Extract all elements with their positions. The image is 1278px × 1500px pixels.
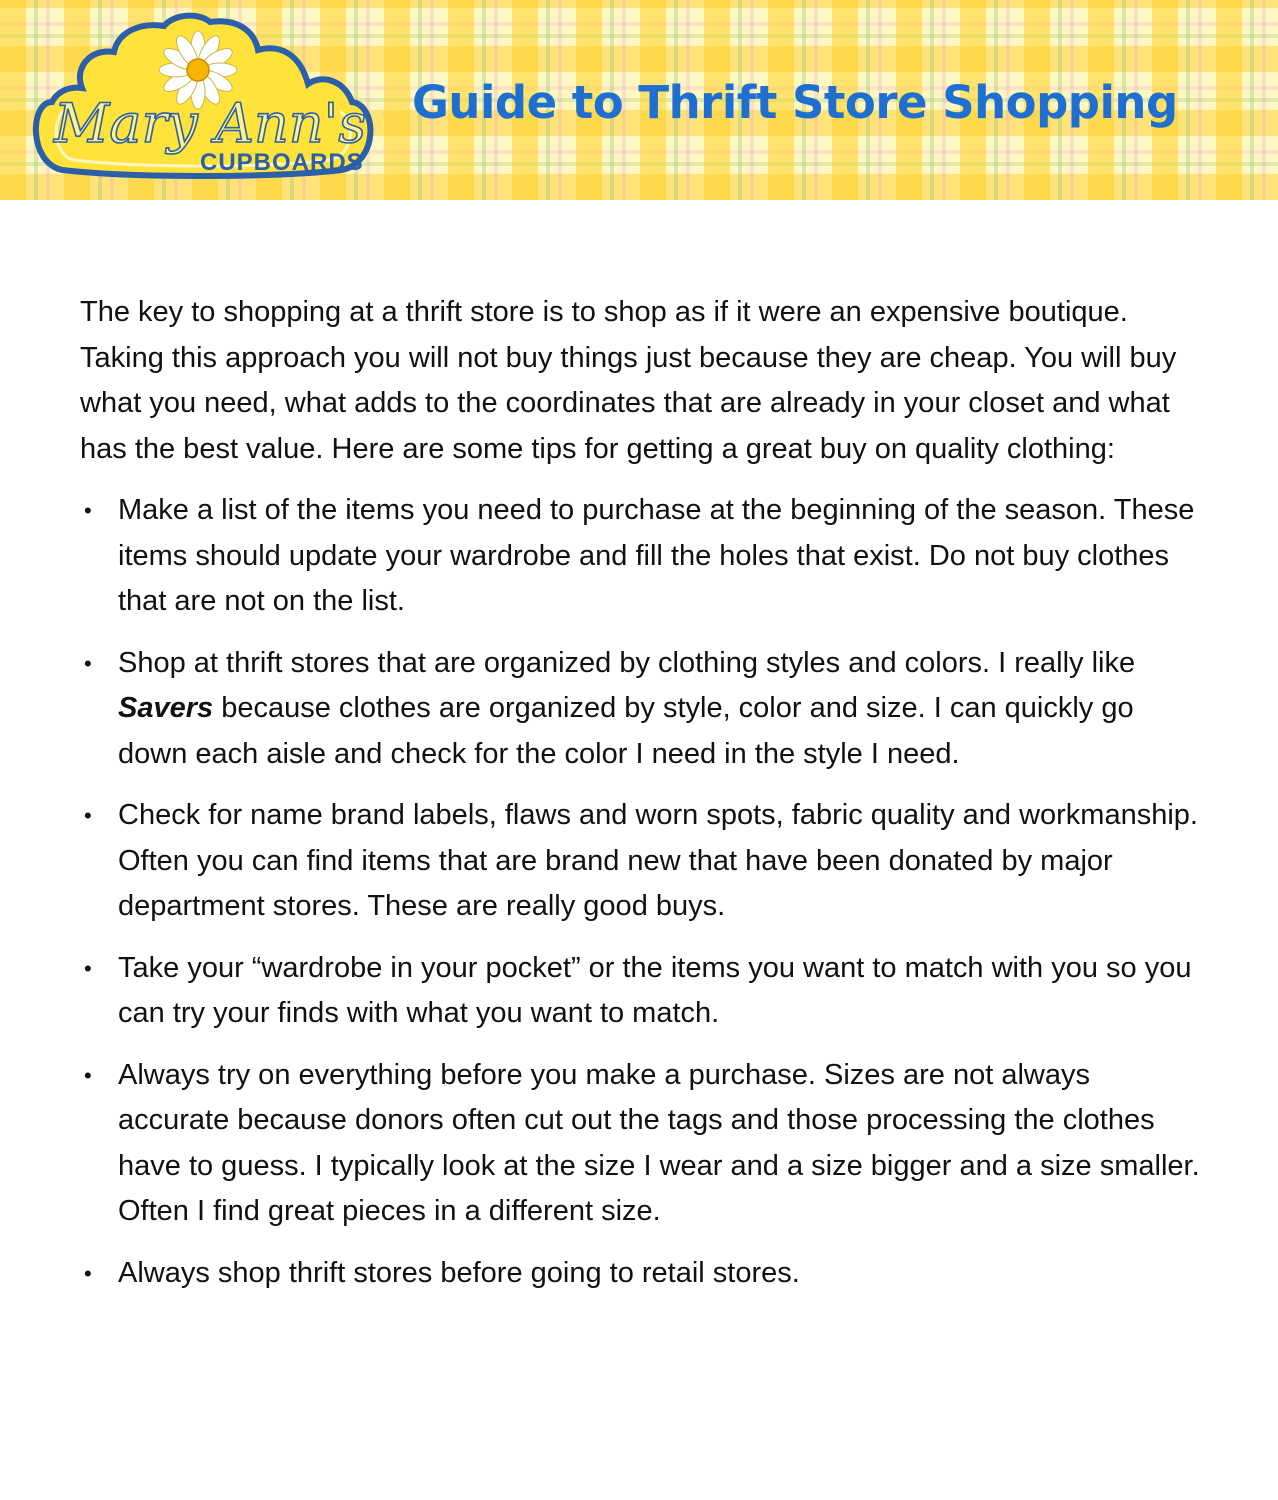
bullet-icon: • [84, 1260, 92, 1286]
logo-sub-text: CUPBOARDS [200, 149, 364, 176]
list-item [80, 488, 1200, 625]
document-body [80, 290, 1200, 1312]
bullet-icon: • [84, 498, 92, 523]
bullet-icon: • [84, 650, 92, 676]
intro-paragraph: The key to shopping at a thrift store is to shop as if it were an expensive boutique. Taking this approach you will not buy things just because they are cheap. You will buy what you need, what adds to the coordinates that are already in your closet and what has the best value. Here are some tips for getting a great buy on quality clothing: [80, 296, 1177, 465]
list-item [80, 641, 1200, 778]
tip-text: Always shop thrift stores before going to retail stores. [118, 1256, 800, 1289]
logo-script-text: Mary Ann's [54, 92, 367, 155]
bullet-icon: • [84, 955, 92, 981]
tips-list [80, 488, 1200, 1296]
page-title: Guide to Thrift Store Shopping [412, 76, 1178, 129]
tip-text: Always try on everything before you make a purchase. Sizes are not always accurate because donors often cut out the tags and those processing the clothes have to guess. I typically look at the size I wear and a size bigger and a size smaller. Often I find great pieces in a different size. [118, 1058, 1200, 1227]
tip-text-before: Shop at thrift stores that are organized by clothing styles and colors. I really like [118, 646, 1136, 679]
mary-anns-cupboards-logo [22, 10, 382, 185]
list-item [80, 946, 1200, 1037]
bullet-icon: • [84, 1062, 92, 1088]
tip-text: Check for name brand labels, flaws and worn spots, fabric quality and workmanship. Often you can find items that are brand new that have been donated by major department stores. These are really good buys. [118, 799, 1198, 922]
tip-text: Make a list of the items you need to purchase at the beginning of the season. These items should update your wardrobe and fill the holes that exist. Do not buy clothes that are not on the list. [118, 494, 1195, 617]
plaid-header-banner [0, 0, 1278, 200]
list-item [80, 793, 1200, 930]
tip-text: Take your “wardrobe in your pocket” or the items you want to match with you so you can try your finds with what you want to match. [118, 951, 1192, 1029]
savers-emphasis: Savers [118, 692, 214, 724]
list-item [80, 1053, 1200, 1235]
tip-text-after: because clothes are organized by style, color and size. I can quickly go down each aisle and check for the color I need in the style I need. [118, 692, 1134, 770]
list-item [80, 1251, 1200, 1297]
bullet-icon: • [84, 803, 92, 828]
